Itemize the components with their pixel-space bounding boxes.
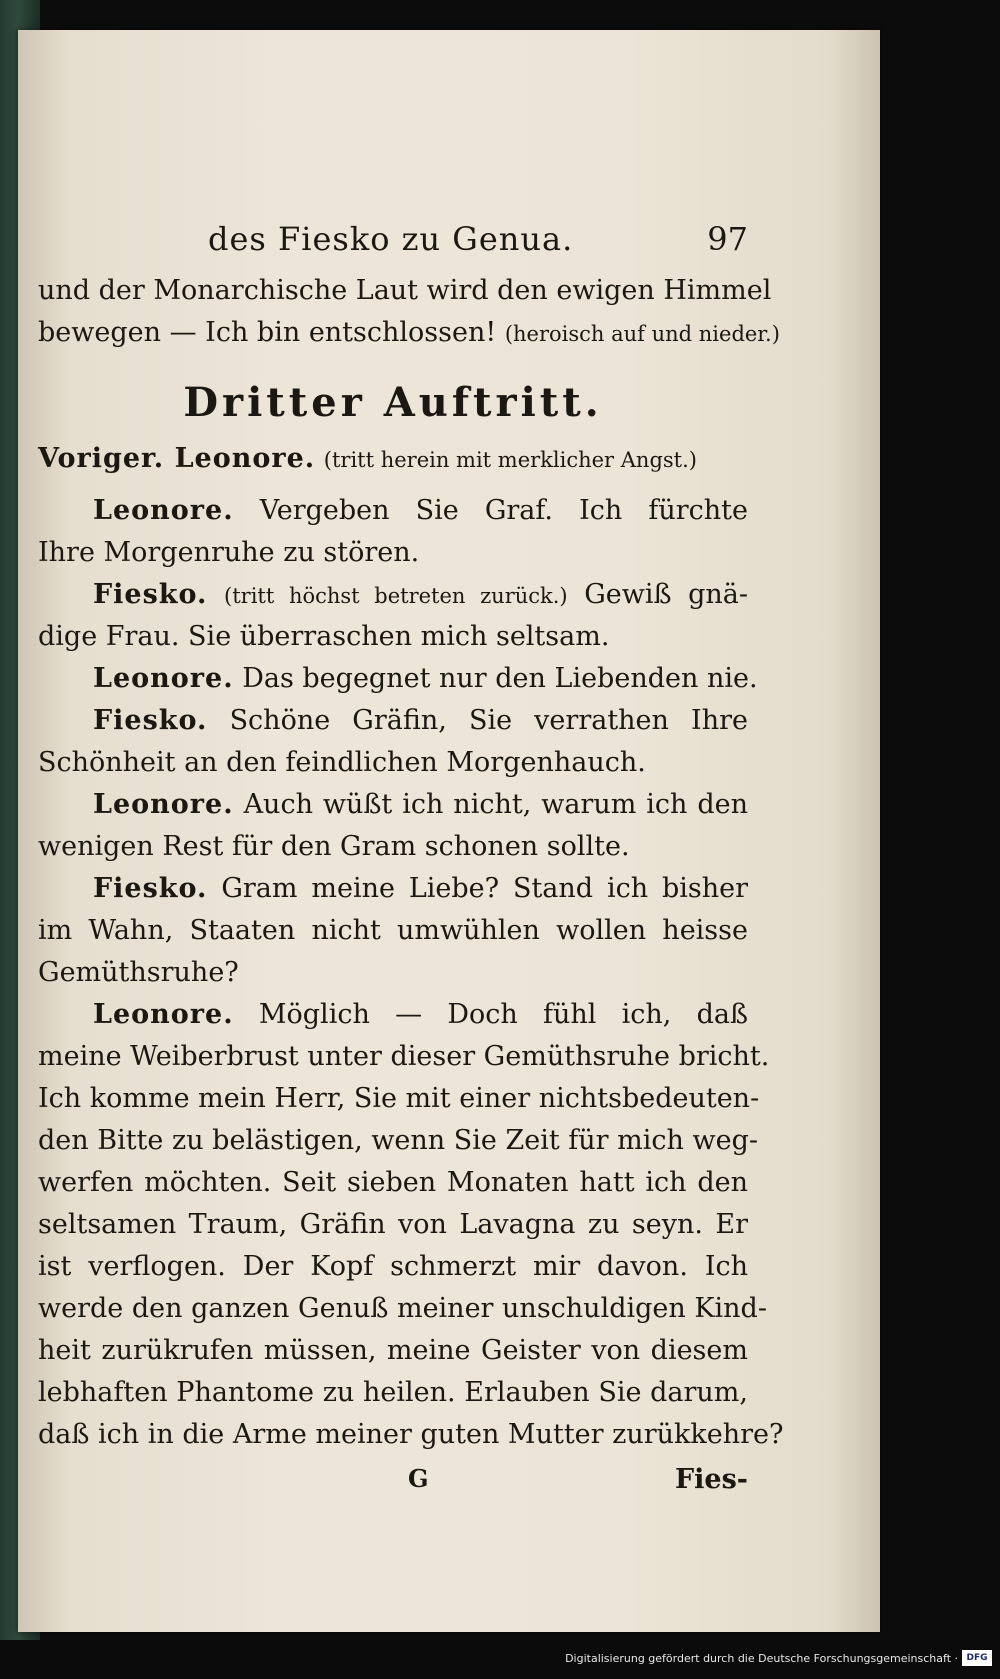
dialogue-line: meine Weiberbrust unter dieser Gemüthsruhe bricht. bbox=[38, 1041, 770, 1072]
dialogue-line: Ich komme mein Herr, Sie mit einer nichtsbedeuten- bbox=[38, 1083, 760, 1114]
speaker-name: Fiesko. bbox=[93, 705, 208, 736]
speech-text: Vergeben Sie Graf. Ich fürchte bbox=[259, 495, 748, 526]
dfg-logo: DFG bbox=[962, 1650, 992, 1666]
digitization-footer bbox=[0, 1640, 1000, 1679]
speech-text: Schöne Gräfin, Sie verrathen Ihre bbox=[229, 705, 748, 736]
speaker-name: Leonore. bbox=[93, 789, 234, 820]
dialogue-line: seltsamen Traum, Gräfin von Lavagna zu seyn. Er bbox=[38, 1209, 748, 1240]
dialogue-line: Gemüthsruhe? bbox=[38, 957, 239, 988]
dialogue-line bbox=[38, 868, 748, 910]
speaker-name: Fiesko. bbox=[93, 873, 208, 904]
speech-text: Gram meine Liebe? Stand ich bisher bbox=[221, 873, 748, 904]
speaker-name: Leonore. bbox=[93, 999, 234, 1030]
scene-title: Dritter Auftritt. bbox=[183, 379, 603, 426]
speaker-name: Leonore. bbox=[93, 495, 234, 526]
speaker-name: Fiesko. bbox=[93, 579, 208, 610]
running-title: des Fiesko zu Genua. bbox=[208, 220, 574, 258]
funding-credit: Digitalisierung gefördert durch die Deutsche Forschungsgemeinschaft · bbox=[565, 1652, 958, 1665]
dialogue-line bbox=[38, 574, 748, 616]
dialogue-line: daß ich in die Arme meiner guten Mutter zurükkehre? bbox=[38, 1419, 784, 1450]
dialogue-line: den Bitte zu belästigen, wenn Sie Zeit für mich weg- bbox=[38, 1125, 758, 1156]
speech-text: Das begegnet nur den Liebenden nie. bbox=[242, 663, 758, 694]
page-foot bbox=[38, 1460, 748, 1510]
stage-direction: (heroisch auf und nieder.) bbox=[504, 322, 780, 346]
running-header bbox=[38, 210, 748, 270]
dialogue-line bbox=[38, 784, 748, 826]
dialogue-line: lebhaften Phantome zu heilen. Erlauben Sie darum, bbox=[38, 1377, 748, 1408]
stage-direction: (tritt herein mit merklicher Angst.) bbox=[323, 448, 697, 472]
dialogue-line bbox=[38, 700, 748, 742]
dialogue-line: werfen möchten. Seit sieben Monaten hatt ich den bbox=[38, 1167, 748, 1198]
dialogue-line: im Wahn, Staaten nicht umwühlen wollen heisse bbox=[38, 915, 748, 946]
dialogue-line: wenigen Rest für den Gram schonen sollte. bbox=[38, 831, 630, 862]
text-line bbox=[38, 312, 780, 354]
speech-text: Möglich — Doch fühl ich, daß bbox=[258, 999, 748, 1030]
dialogue-line: dige Frau. Sie überraschen mich seltsam. bbox=[38, 621, 610, 652]
stage-direction: (tritt höchst betreten zurück.) bbox=[224, 584, 568, 608]
cast-line bbox=[38, 438, 748, 480]
signature-mark: G bbox=[408, 1464, 429, 1493]
catchword: Fies- bbox=[674, 1464, 748, 1495]
dialogue-line: werde den ganzen Genuß meiner unschuldigen Kind- bbox=[38, 1293, 767, 1324]
text-fragment: bewegen — Ich bin entschlossen! bbox=[38, 317, 497, 348]
dialogue-line bbox=[38, 994, 748, 1036]
cast-characters: Voriger. Leonore. bbox=[38, 443, 316, 474]
dialogue-line: heit zurükrufen müssen, meine Geister von diesem bbox=[38, 1335, 748, 1366]
speaker-name: Leonore. bbox=[93, 663, 234, 694]
dialogue-line bbox=[38, 490, 748, 532]
text-line: und der Monarchische Laut wird den ewigen Himmel bbox=[38, 275, 772, 306]
speech-text: Auch wüßt ich nicht, warum ich den bbox=[243, 789, 748, 820]
dialogue-line bbox=[38, 658, 758, 700]
speech-text: Gewiß gnä- bbox=[584, 579, 748, 610]
book-page bbox=[18, 30, 880, 1632]
dialogue-line: Schönheit an den feindlichen Morgenhauch. bbox=[38, 747, 646, 778]
dialogue-line: ist verflogen. Der Kopf schmerzt mir davon. Ich bbox=[38, 1251, 748, 1282]
dialogue-line: Ihre Morgenruhe zu stören. bbox=[38, 537, 420, 568]
page-text bbox=[38, 210, 784, 1510]
page-number: 97 bbox=[707, 220, 748, 258]
